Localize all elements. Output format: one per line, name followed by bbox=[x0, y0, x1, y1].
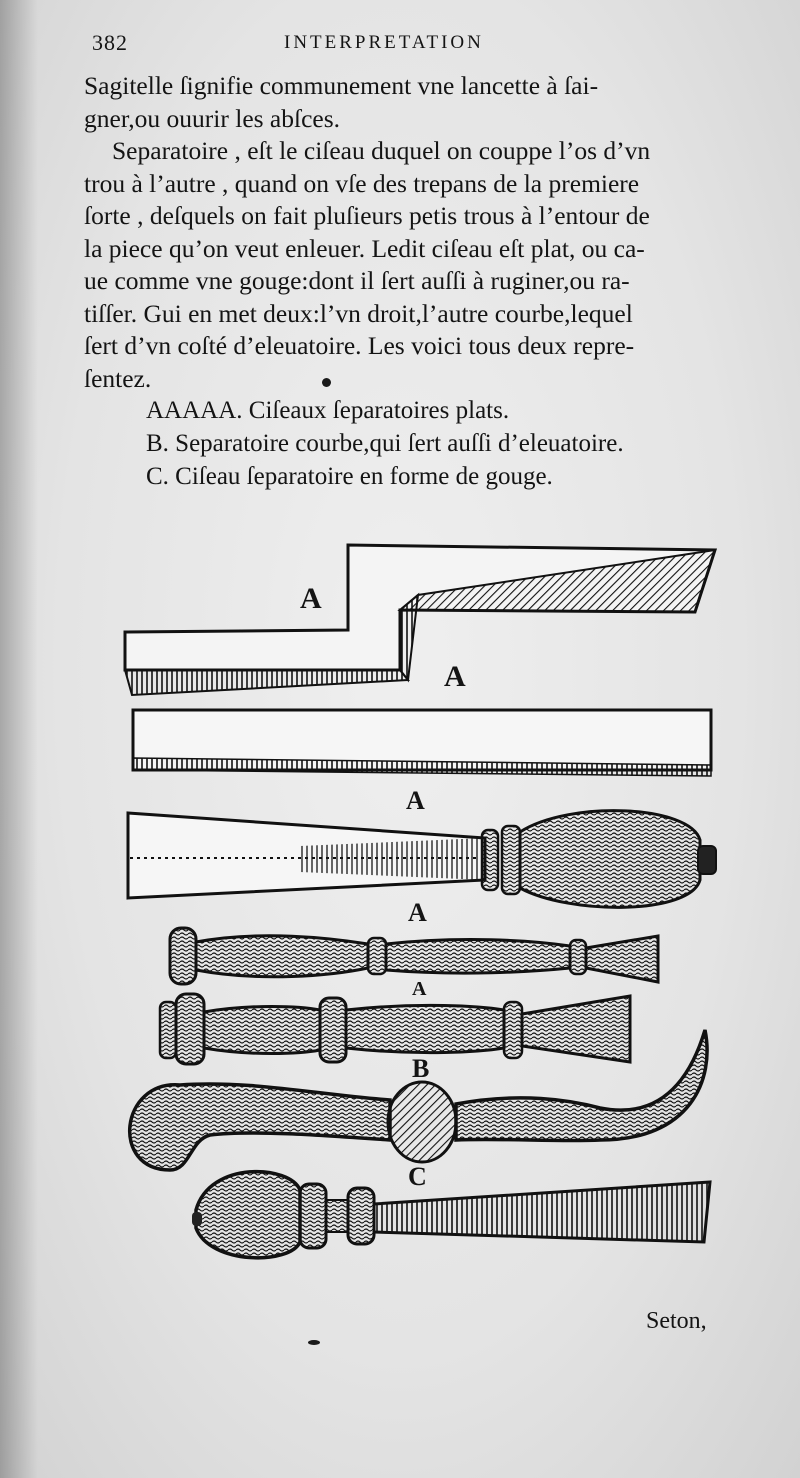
text-line: tiſſer. Gui en met deux:l’vn droit,l’autre courbe,lequel bbox=[84, 298, 633, 328]
text-line: ue comme vne gouge:dont il ſert auſſi à ruginer,ou ra- bbox=[84, 266, 630, 295]
text-line: Sagitelle ſignifie communement vne lancette à ſai- bbox=[84, 71, 599, 100]
text-line: trou à l’autre , quand on vſe des trepans de la premiere bbox=[84, 168, 640, 198]
legend-item-c: C. Ciſeau ſeparatoire en forme de gouge. bbox=[146, 463, 553, 490]
legend-item-a: AAAAA. Ciſeaux ſeparatoires plats. bbox=[146, 397, 510, 424]
figure-label-a5: A bbox=[412, 978, 427, 1000]
text-line: Separatoire , eſt le ciſeau duquel on couppe l’os d’vn bbox=[112, 136, 651, 165]
figure-label-c: C bbox=[408, 1162, 427, 1191]
chisel-flat-bar bbox=[133, 710, 711, 776]
gouge-c bbox=[192, 1172, 710, 1258]
woodcut-figure bbox=[100, 520, 740, 1280]
text-line: ſorte , deſquels on fait pluſieurs petis trous à l’entour de bbox=[84, 201, 650, 230]
text-line: la piece qu’on veut enleuer. Ledit ciſeau eſt plat, ou ca- bbox=[84, 233, 645, 263]
text-line: ſert d’vn coſté d’eleuatoire. Les voici tous deux repre- bbox=[84, 331, 635, 360]
chisel-turned-rod-2 bbox=[160, 994, 630, 1064]
running-head: INTERPRETATION bbox=[284, 32, 484, 53]
figure-label-b: B bbox=[412, 1054, 430, 1083]
catchword: Seton, bbox=[646, 1308, 707, 1334]
chisel-with-handle bbox=[128, 811, 716, 908]
page-number: 382 bbox=[92, 30, 128, 55]
chisel-turned-rod-1 bbox=[170, 928, 658, 984]
ink-speck bbox=[308, 1340, 320, 1345]
figure-label-a1: A bbox=[300, 582, 322, 615]
figure-label-a3: A bbox=[406, 786, 425, 815]
figure-label-a2: A bbox=[444, 660, 466, 693]
figure-label-a4: A bbox=[408, 898, 427, 927]
chisel-stepped bbox=[125, 545, 715, 695]
text-line: gner,ou ouurir les abſces. bbox=[84, 103, 341, 133]
ink-speck bbox=[322, 378, 331, 387]
body-text bbox=[84, 70, 724, 395]
text-line: ſentez. bbox=[84, 363, 152, 393]
figure-legend bbox=[146, 394, 624, 493]
binding-shadow bbox=[0, 0, 38, 1478]
legend-item-b: B. Separatoire courbe,qui ſert auſſi d’eleuatoire. bbox=[146, 430, 624, 457]
